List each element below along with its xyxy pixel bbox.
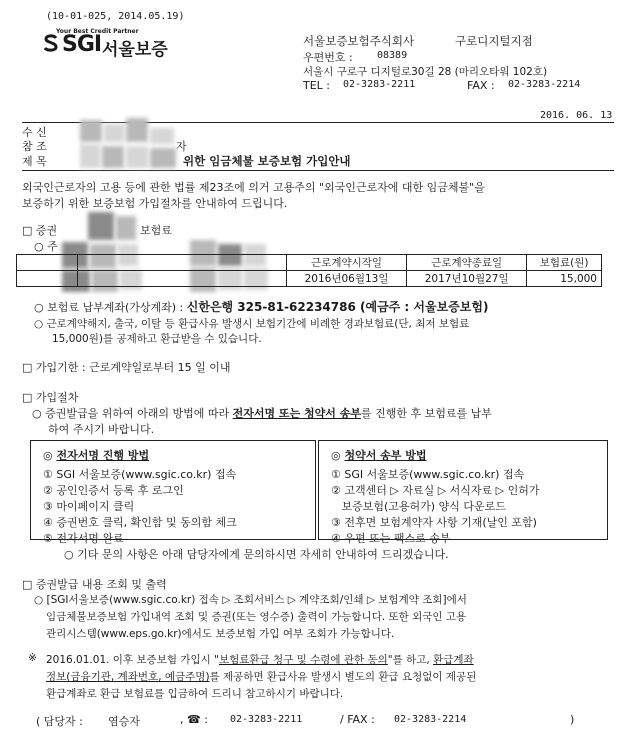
premium-cell-redacted [17,255,78,271]
contact-fax: 02-3283-2214 [394,714,467,725]
contact-tel: 02-3283-2211 [230,714,303,725]
premium-header-end: 근로계약종료일 [407,255,527,271]
procedure-line-1-post: 를 진행한 후 보험료를 납부 [360,407,492,420]
label-subject: 제 목 [22,155,47,168]
logo-brand-korean: 서울보증 [102,40,168,60]
inquiry-line-1: ○ [SGI서울보증(www.sgic.co.kr) 접속 ▷ 조회서비스 ▷ 계약조회/인쇄 ▷ 보험계약 조회]에서 [34,594,467,606]
procedure-line-1-pre: ○ 증권발급을 위하여 아래의 방법에 따라 [32,407,233,420]
inquiry-line-3: 관리시스템(www.eps.go.kr)에서도 보증보험 가입 여부 조회가 가능합니다. [46,628,395,640]
note-line-2 [46,669,476,684]
postal-code: 08389 [377,50,408,61]
sec1-title-prefix: □ 증권 [22,224,58,237]
label-recipient: 수 신 [22,126,47,139]
mail-title-text: 청약서 송부 방법 [344,449,427,462]
premium-table [16,254,602,287]
company-address: 서울시 구로구 디지털로30길 28 (마리오타워 102호) [303,66,548,78]
premium-table-header-row [17,255,602,271]
refund-line-1: ○ 근로계약해지, 출국, 이탈 등 환급사유 발생시 보험기간에 비례한 경과보험료(단, 최저 보험료 [34,318,470,330]
premium-header-amount: 보험료(원) [527,255,602,271]
header-bottom-rule [22,170,614,171]
esign-step: ③ 마이페이지 클릭 [43,500,135,513]
esign-step: ① SGI 서울보증(www.sgic.co.kr) 접속 [43,468,237,481]
company-name: 서울보증보험주식회사 [303,34,415,48]
mail-box [318,440,608,545]
procedure-line-1-em: 전자서명 또는 청약서 송부 [232,407,361,420]
note-line-1-mid: "를 하고, [387,654,434,666]
premium-cell-redacted [17,271,78,287]
esign-title [43,447,315,463]
mail-step: 보증보험(고용허가) 양식 다운로드 [331,500,506,513]
intro-line-2: 보증하기 위한 보증보험 가입절차를 안내하여 드립니다. [22,197,288,210]
intro-line-1: 외국인근로자의 고용 등에 관한 법률 제23조에 의거 고용주의 "외국인근로자에 대한 임금체불"을 [22,181,485,194]
other-inquiry: ○ 기타 문의 사항은 아래 담당자에게 문의하시면 자세히 안내하여 드리겠습니다. [64,548,449,561]
doc-code: (10-01-025, 2014.05.19) [46,11,185,22]
mail-step: ② 고객센터 ▷ 자료실 ▷ 서식자료 ▷ 인허가 [331,484,540,497]
note-line-2-em: 정보(금융기관, 계좌번호, 예금주명) [46,671,210,683]
premium-amount: 15,000 [527,271,602,287]
sec1-bullet: ○ 주 [34,240,58,253]
esign-step: ② 공인인증서 등록 후 로그인 [43,484,184,497]
logo-tagline: Your Best Credit Partner [56,28,139,35]
note-line-1 [46,652,474,667]
branch-name: 구로디지털지점 [455,34,533,48]
premium-cell-redacted [78,271,287,287]
procedure-line-2: 하여 주시기 바랍니다. [48,423,155,436]
esign-title-mark: ◎ [43,449,57,462]
premium-start-date: 2016년06월13일 [287,271,407,287]
refund-line-2: 15,000원)를 공제하고 환급받을 수 있습니다. [52,333,262,345]
esign-step: ④ 증권번호 클릭, 확인함 및 동의함 체크 [43,516,237,529]
note-line-1-em: 보험료환급 청구 및 수령에 관한 동의 [218,654,388,666]
contact-close: ) [570,713,575,726]
logo-brand-latin: SGI [62,32,102,57]
contact-fax-label: / FAX : [340,713,375,726]
reference-text: 자 [176,140,187,153]
subject-text: 위한 임금체불 보증보험 가입안내 [183,154,351,168]
label-reference: 참 조 [22,140,47,153]
note-line-1-pre: 2016.01.01. 이후 보증보험 가입시 " [46,654,219,666]
esign-step: ⑤ 전자서명 완료 [43,532,124,545]
note-mark: ※ [28,652,37,664]
inquiry-line-2: 임금체불보증보험 가입내역 조회 및 증권(또는 영수증) 출력이 가능합니다. 또한 외국인 고용 [46,611,467,623]
contact-name: 염승자 [108,715,140,728]
contact-open: ( 담당자 : [36,715,83,728]
premium-cell-redacted [78,255,287,271]
mail-step: ① SGI 서울보증(www.sgic.co.kr) 접속 [331,468,525,481]
note-line-1-em2: 환급계좌 [433,654,474,666]
mail-title-mark: ◎ [331,449,345,462]
tel-label: TEL : [303,79,331,92]
postal-label: 우편번호 : [303,51,353,64]
company-fax: 02-3283-2214 [508,79,581,90]
sec1-title-suffix: 보험료 [140,224,172,237]
procedure-title: □ 가입절차 [22,391,79,404]
premium-header-start: 근로계약시작일 [287,255,407,271]
premium-end-date: 2017년10월27일 [407,271,527,287]
company-tel: 02-3283-2211 [343,79,416,90]
mail-step: ③ 전후면 보험계약자 사항 기재(날인 포함) [331,516,537,529]
mail-step: ④ 우편 또는 팩스로 송부 [331,532,451,545]
esign-title-text: 전자서명 진행 방법 [56,449,150,462]
payment-bank-account: 신한은행 325-81-62234786 (예금주 : 서울보증보험) [186,300,489,314]
esign-box [30,440,316,545]
procedure-line-1 [32,405,492,421]
contact-tel-label: , ☎ : [180,713,208,726]
deadline-text: □ 가입기한 : 근로계약일로부터 15 일 이내 [22,361,231,374]
header-top-rule [22,122,614,123]
note-line-2-post: 를 제공하면 환급사유 발생시 별도의 환급 요청없이 제공된 [209,671,477,683]
mail-title [331,447,607,463]
logo-s-icon [42,34,60,52]
payment-prefix: ○ 보험료 납부계좌(가상계좌) : [34,301,187,314]
inquiry-title: □ 증권발급 내용 조회 및 출력 [22,578,167,591]
fax-label: FAX : [467,79,495,92]
note-line-3: 환급계좌로 환급 보험료를 입금하여 드리니 참고하시기 바랍니다. [46,688,344,700]
document-date: 2016. 06. 13 [540,110,613,121]
payment-account [34,298,488,315]
premium-table-row [17,271,602,287]
